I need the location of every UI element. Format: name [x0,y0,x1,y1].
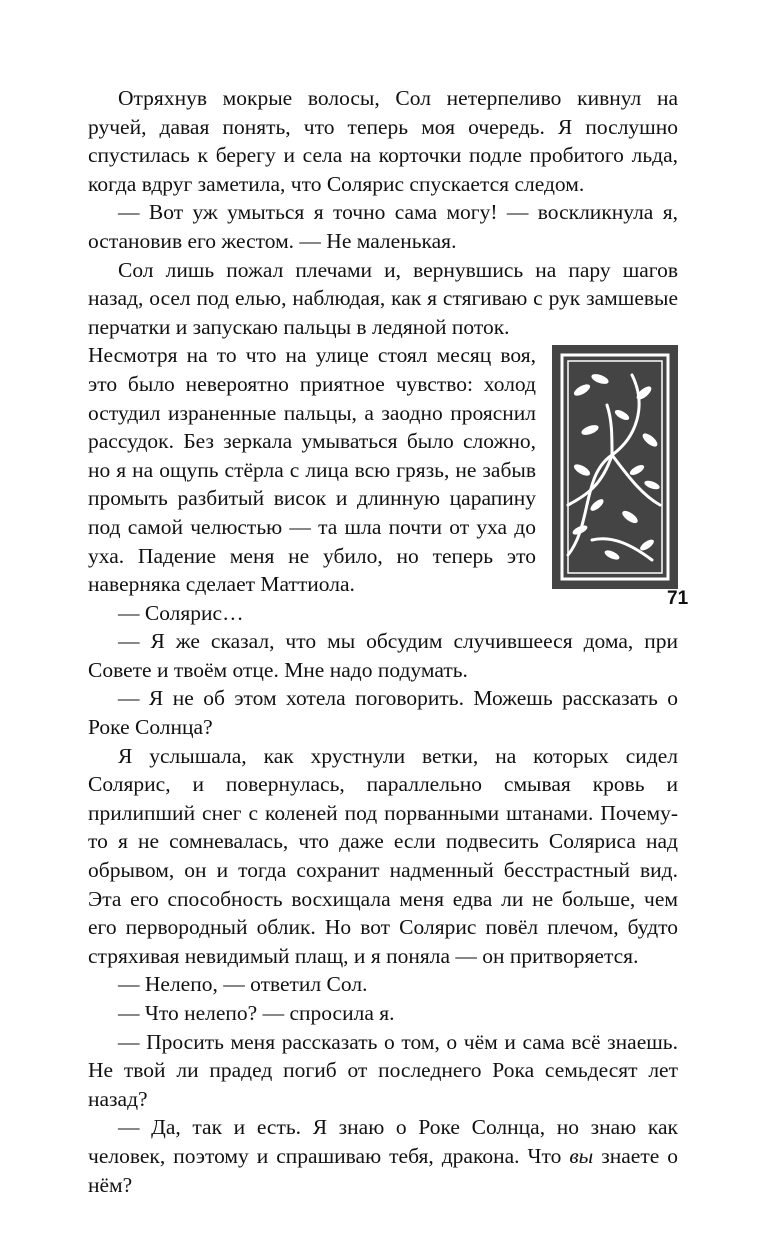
leafy-branch-icon [552,345,678,589]
page-body [88,84,678,1199]
paragraph: — Просить меня рассказать о том, о чём и сама всё знаешь. Не твой ли прадед погиб от последнего Рока семьдесят лет назад? [88,1029,678,1111]
page-number: 71 [667,588,689,609]
paragraph: — Я не об этом хотела поговорить. Можешь рассказать о Роке Солнца? [88,686,678,740]
paragraph: Отряхнув мокрые волосы, Сол нетерпеливо кивнул на ручей, давая понять, что теперь моя очередь. Я послушно спустилась к берегу и села на корточки подле пробитого льда, когда вдруг заметила, что Солярис спускается следом. [88,86,678,196]
paragraph-text: Сол лишь пожал плечами и, вернувшись на пару шагов назад, осел под елью, наблюдая, как я стягиваю с рук замшевые перчатки и запускаю пальцы в ледяной поток. [88,257,678,339]
paragraph: Я услышала, как хрустнули ветки, на которых сидел Солярис, и повернулась, параллельно смывая кровь и прилипший снег с коленей под порванными штанами. Почему-то я не сомневалась, что даже если подвесить Соляриса над обрывом, он и тогда сохранит надменный бесстрастный вид. Эта его способность восхищала меня едва ли не больше, чем его первородный облик. Но вот Солярис повёл плечом, будто стряхивая невидимый плащ, и я поняла — он притворяется. [88,743,678,968]
paragraph: — Вот уж умыться я точно сама могу! — воскликнула я, остановив его жестом. — Не маленькая. [88,200,678,253]
paragraph: Несмотря на то что на улице стоял месяц воя, это было невероятно приятное чувство: холод остудил израненные пальцы, а заодно прояснил рассудок. Без зеркала умываться было сложно, но я на ощупь стёрла с лица всю грязь, не забыв промыть разбитый висок и длинную царапину под самой челюстью — та шла почти от уха до уха. Падение меня не убило, но теперь это наверняка сделает Маттиола. [88,343,536,597]
paragraph: — Что нелепо? — спросила я. [118,1001,395,1025]
paragraph: — Я же сказал, что мы обсудим случившееся дома, при Совете и твоём отце. Мне надо подумать. [88,629,678,682]
paragraph-text: — Да, так и есть. Я знаю о Роке Солнца, но знаю как человек, поэтому и спрашиваю тебя, дракона. Что [88,1115,678,1168]
paragraph: — Нелепо, — ответил Сол. [118,972,368,997]
italic-word: вы [569,1143,594,1168]
paragraph: — Солярис… [118,600,244,625]
paragraph [88,256,678,342]
paragraph [88,1113,678,1199]
paragraph-end: знаете о нём? [88,1143,679,1197]
